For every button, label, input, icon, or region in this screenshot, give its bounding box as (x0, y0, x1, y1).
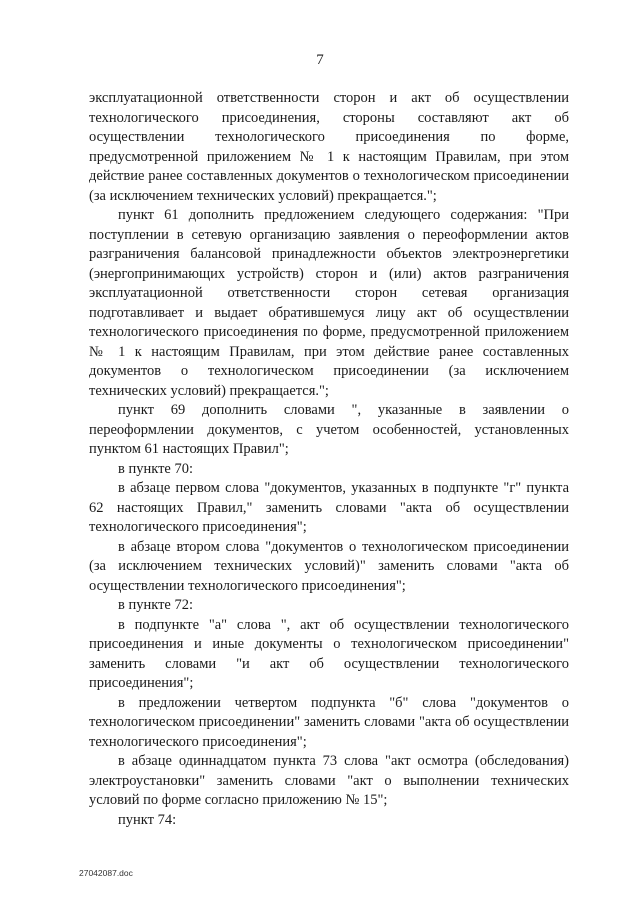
paragraph-heading-74: пункт 74: (118, 811, 177, 828)
document-body (89, 89, 569, 830)
paragraph-continuation: эксплуатационной ответственности сторон и акт об осуществлении технологического присоединения, стороны составляют акт об осуществлении технологического присоединения по форме, предусмотренной приложением № 1 к настоящим Правилам, при этом действие ранее составленных документов о технологическом присоединении (за исключением технических условий) прекращается."; (89, 90, 569, 204)
paragraph-item-73: в абзаце одиннадцатом пункта 73 слова "акт осмотра (обследования) электроустановки" заменить словами "акт о выполнении технических условий по форме согласно приложению № 15"; (89, 753, 569, 808)
footer-filename: 27042087.doc (79, 868, 133, 878)
paragraph-item-69: пункт 69 дополнить словами ", указанные в заявлении о переоформлении документов, с учетом особенностей, установленных пунктом 61 настоящих Правил"; (89, 402, 569, 457)
page-number: 7 (316, 52, 324, 68)
paragraph-70-second: в абзаце втором слова "документов о технологическом присоединении (за исключением технических условий)" заменить словами "акта об осуществлении технологического присоединения"; (89, 538, 569, 594)
paragraph-70-first: в абзаце первом слова "документов, указанных в подпункте "г" пункта 62 настоящих Правил," заменить словами "акта об осуществлении технологического присоединения"; (89, 480, 569, 535)
paragraph-heading-72: в пункте 72: (118, 597, 194, 613)
paragraph-heading-70: в пункте 70: (118, 460, 194, 477)
paragraph-item-61: пункт 61 дополнить предложением следующего содержания: "При поступлении в сетевую организацию заявления о переоформлении актов разграничения балансовой принадлежности объектов электроэнергетики (энергопринимающих устройств) сторон и (или) актов разграничения эксплуатационной ответственности сторон сетевая организация подготавливает и выдает обратившемуся лицу акт об осуществлении технологического присоединения по форме, предусмотренной приложением № 1 к настоящим Правилам, при этом действие ранее составленных документов о технологическом присоединении (за исключением технических условий) прекращается."; (89, 207, 569, 399)
paragraph-72-b: в предложении четвертом подпункта "б" слова "документов о технологическом присоединении" заменить словами "акта об осуществлении технологического присоединения"; (89, 694, 569, 750)
paragraph-72-a: в подпункте "а" слова ", акт об осуществлении технологического присоединения и иные документы о технологическом присоединении" заменить словами "и акт об осуществлении технологического присоединения"; (89, 616, 569, 691)
